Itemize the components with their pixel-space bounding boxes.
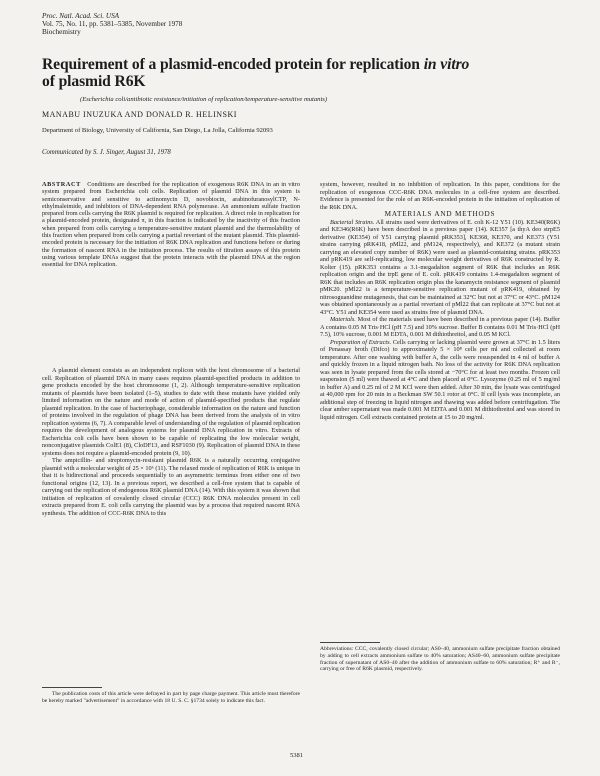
methods-paragraph — [320, 219, 560, 317]
runin-heading: Bacterial Strains. — [330, 218, 375, 226]
footnote-text: The publication costs of this article were defrayed in part by page charge payment. This article must therefore be hereby marked "advertisement" in accordance with 18 U. S. C. §1734 solely to indicate this fact. — [42, 691, 300, 704]
abbreviations-rule — [320, 642, 380, 643]
paper-title — [42, 56, 562, 90]
methods-paragraph — [320, 316, 560, 339]
authors: MANABU INUZUKA AND DONALD R. HELINSKI — [42, 110, 237, 119]
journal-header — [42, 12, 182, 37]
footnote-rule — [42, 687, 102, 688]
right-column — [320, 181, 560, 421]
journal-volume: Vol. 75, No. 11, pp. 5381–5385, November 1978 — [42, 20, 183, 29]
journal-section: Biochemistry — [42, 28, 81, 37]
abbreviations — [320, 646, 560, 673]
abstract — [42, 181, 300, 269]
intro-continued: system, however, resulted in no inhibition of replication. In this paper, conditions for the replication of exogenous CCC-R6K DNA molecules in a cell-free system are described. Evidence is presented for the role of an R6K-encoded protein in the initiation of replication of the R6K DNA. — [320, 181, 560, 211]
introduction — [42, 367, 300, 517]
runin-heading: Materials. — [330, 316, 356, 323]
journal-name: Proc. Natl. Acad. Sci. USA — [42, 12, 120, 20]
keywords: (Escherichia coli/antibiotic resistance/initiation of replication/temperature-sensitive mutants) — [80, 96, 328, 103]
footnote — [42, 691, 300, 705]
intro-paragraph: A plasmid element consists as an independent replicon with the host chromosome of a bacterial cell. Replication of plasmid DNA in many cases requires plasmid-specified products in addition to gene products encoded by the host chromosome (1, 2). Although temperature-sensitive replication mutants of plasmids have been isolated (1–5), studies to date with these mutants have yielded only limited information on the nature and mode of action of plasmid-specified products that regulate plasmid replication. In the case of bacteriophage, considerable information on the nature and function of proteins involved in the regulation of phage DNA has been derived from the analysis of in vitro replication systems (6, 7). A comparable level of understanding of the regulation of plasmid replication requires the development of analogous systems for plasmid DNA replication in vitro. Extracts of Escherichia coli cells have been shown to be capable of replicating the low molecular weight, nonconjugative plasmids ColE1 (8), CloDF13, and RSF1030 (9). Replication of plasmid DNA in these systems does not require a plasmid-encoded protein (9, 10). — [42, 367, 300, 457]
title-italic: in vitro — [423, 56, 470, 73]
title-line2: of plasmid R6K — [42, 73, 146, 90]
runin-heading: Preparation of Extracts. — [330, 338, 392, 346]
page-number: 5381 — [290, 752, 303, 759]
abstract-head: ABSTRACT — [42, 181, 81, 188]
communicated-by: Communicated by S. J. Singer, August 31, 1978 — [42, 149, 171, 156]
methods-text: Most of the materials used have been described in a previous paper (14). Buffer A contains 0.05 M Tris·HCl (pH 7.5) and 10% sucrose. Buffer B contains 0.01 M Tris·HCl (pH 7.5), 10% sucrose, 0.001 M EDTA, 0.001 M dithiothreitol, and 0.05 M KCl. — [320, 316, 560, 338]
methods-text: Cells carrying or lacking plasmid were grown at 37°C in 1.5 liters of Penassay broth (Difco) to approximately 5 × 10⁸ cells per ml and collected at room temperature. After one washing with buffer A, the cells were resuspended in 4 ml of buffer A and quickly frozen in a liquid nitrogen bath. No loss of the activity for R6K DNA replication was seen in lysate prepared from the cells stored at −70°C for at least two months. Frozen cell suspension (5 ml) were thawed at 4°C and then placed at 0°C. Lysozyme (0.25 ml of 5 mg/ml in buffer A) and 0.25 ml of 2 M KCl were then added. After 30 min, the lysate was centrifuged at 40,000 rpm for 20 min in a Beckman SW 50.1 rotor at 0°C. If cell lysis was incomplete, an additional step of freezing in liquid nitrogen and thawing was added before centrifugation. The clear amber supernatant was made 0.001 M EDTA and 0.001 M dithiothreitol and was stored in liquid nitrogen. Cell extracts contained protein at 15 to 20 mg/ml. — [320, 338, 561, 421]
title-main: Requirement of a plasmid-encoded protein for replication — [42, 56, 424, 73]
affiliation: Department of Biology, University of California, San Diego, La Jolla, California 92093 — [42, 127, 273, 134]
intro-paragraph: The ampicillin- and streptomycin-resistant plasmid R6K is a naturally occurring conjugative plasmid with a molecular weight of 25 × 10⁶ (11). The relaxed mode of replication of R6K is unique in that it is bidirectional and proceeds sequentially to an asymmetric terminus from either one of two functional origins (12, 13). In a previous report, we described a cell-free system that is capable of carrying out the replication of endogenous R6K plasmid DNA (14). With this system it was shown that initiation of replication of covalently closed circular (CCC) R6K DNA molecules present in cell extracts prepared from E. coli cells carrying the plasmid was by a process that required nascent RNA synthesis. The addition of CCC-R6K DNA to this — [42, 457, 300, 517]
section-heading-methods: MATERIALS AND METHODS — [384, 210, 496, 218]
abstract-text: Conditions are described for the replication of exogenous R6K DNA in an in vitro system prepared from Escherichia coli cells. Replication of plasmid DNA in this system is semiconservative and sensitive to actinomycin D, novobiocin, arabinofuranosylCTP, N-ethylmaleimide, and inhibitors of DNA-dependent RNA polymerase. An ammonium sulfate fraction prepared from cells carrying the R6K plasmid is required for replication. A direct role in replication for a plasmid-encoded protein, designated π, in this fraction is indicated by the inactivity of this fraction when prepared from cells carrying a temperature-sensitive mutant plasmid and the thermolability of this fraction when prepared from cells carrying a partial revertant of the mutant plasmid. This plasmid-encoded protein is necessary for the initiation of R6K DNA replication and functions before or during the formation of nascent RNA in the initiation process. The results of titration assays of this protein using various template DNAs suggest that the protein interacts with the plasmid DNA at the region essential for DNA replication. — [42, 181, 301, 269]
methods-paragraph — [320, 339, 560, 422]
methods-text: All strains used were derivatives of E. coli K-12 Y51 (10). KE340(R6K) and KE346(R6K) have been described in a previous paper (14). KE357 [a thyA deo strpE5 derivative (KE354) of Y51 carrying plasmid pRK353], KE368, KE370, and KE373 (Y51 strains carrying pRK418, pMl22, and pM124, respectively), and KE372 (a mutant strain carrying an elevated copy number of R6K) were used as plasmid-containing strains. pRK353 and pRK419 are self-replicating, low molecular weight derivatives of R6K constructed by R. Kolter (15). pRK353 contains a 3.1-megadalton segment of R6K that includes an R6K replication origin and the trpE gene of E. coli. pRK419 contains 1.4-megadalton segment of R6K that includes an R6K replication origin plus the kanamycin resistance segment of plasmid pMK20. pMl22 is a temperature-sensitive replication mutant of pRK419, obtained by nitrosoguanidine mutagenesis, that can be maintained at 32°C but not at 37°C or 43°C. pM124 was obtained spontaneously as a partial revertant of pMl22 that can replicate at 37°C but not at 43°C. Y51 and KE354 were used as strains free of plasmid DNA. — [320, 218, 560, 316]
abbreviations-text: Abbreviations: CCC, covalently closed circular; AS0–40, ammonium sulfate precipitate fraction obtained by adding to cell extracts ammonium sulfate to 40% saturation; AS40–60, ammonium sulfate precipitate fraction of supernatant of AS0–40 after the addition of ammonium sulfate to 60% saturation; R⁺ and R⁻, carrying or free of R6K plasmid, respectively. — [320, 646, 560, 673]
